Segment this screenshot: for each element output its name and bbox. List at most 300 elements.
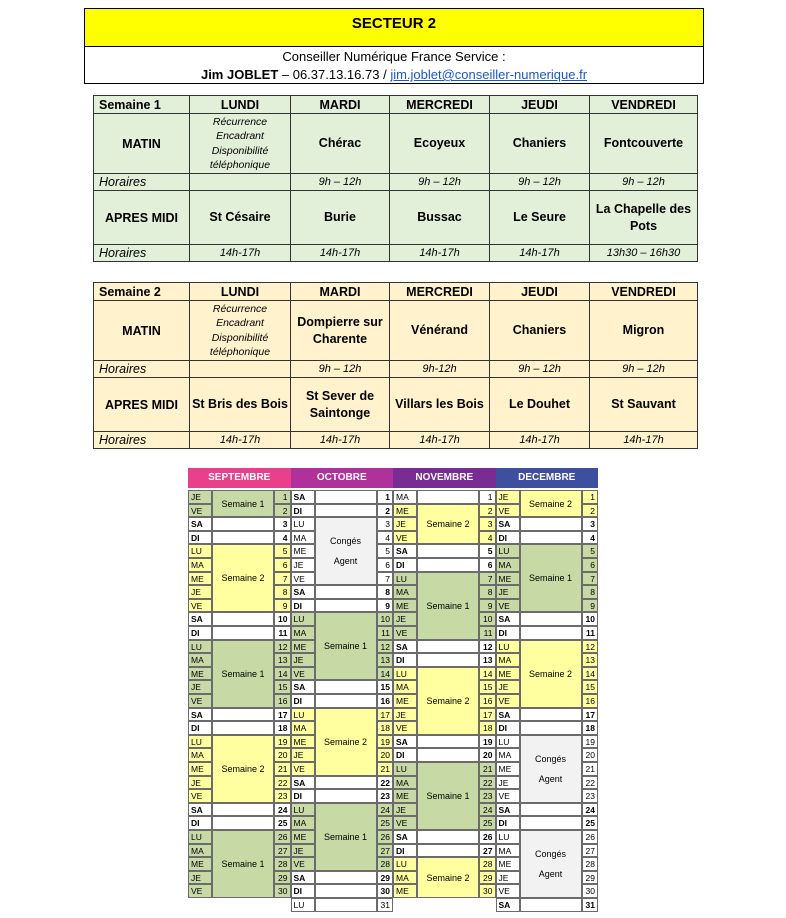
calendar-day-number: 4 bbox=[274, 531, 291, 545]
calendar-day-number: 7 bbox=[582, 572, 599, 586]
calendar-day-abbr: SA bbox=[188, 517, 212, 531]
am-label: APRES MIDI bbox=[94, 378, 190, 432]
calendar-day-number: 7 bbox=[377, 572, 394, 586]
calendar-day-number: 14 bbox=[582, 667, 599, 681]
calendar-blank bbox=[520, 721, 582, 735]
advisor-contact bbox=[85, 66, 703, 84]
calendar-day-number: 9 bbox=[479, 599, 496, 613]
calendar-blank bbox=[417, 830, 479, 844]
calendar-day-abbr: DI bbox=[291, 694, 315, 708]
calendar-day-abbr: DI bbox=[393, 748, 417, 762]
matin-location: Dompierre sur Charente bbox=[291, 301, 390, 361]
calendar-day-abbr: DI bbox=[393, 558, 417, 572]
week-block-semaine1: Semaine 1 bbox=[212, 830, 274, 898]
calendar-day-number: 24 bbox=[582, 803, 599, 817]
calendar-day-number: 8 bbox=[479, 585, 496, 599]
calendar-day-abbr: LU bbox=[496, 640, 520, 654]
calendar-day-number: 27 bbox=[274, 844, 291, 858]
calendar-day-abbr: JE bbox=[496, 680, 520, 694]
calendar-day-number: 10 bbox=[274, 612, 291, 626]
calendar-day-number: 26 bbox=[274, 830, 291, 844]
calendar-day-number: 27 bbox=[479, 844, 496, 858]
calendar-day-number: 10 bbox=[377, 612, 394, 626]
week2-schedule bbox=[93, 282, 698, 449]
matin-hours: 9h – 12h bbox=[590, 174, 698, 191]
calendar-day-number: 29 bbox=[479, 871, 496, 885]
calendar-day-number: 7 bbox=[274, 572, 291, 586]
calendar-blank bbox=[417, 490, 479, 504]
calendar-blank bbox=[315, 789, 377, 803]
am-location: St Bris des Bois bbox=[190, 378, 291, 432]
calendar-blank bbox=[212, 626, 274, 640]
day-header: MARDI bbox=[291, 96, 390, 114]
am-location: Le Douhet bbox=[490, 378, 590, 432]
calendar-day-number: 22 bbox=[274, 776, 291, 790]
calendar-day-number: 21 bbox=[274, 762, 291, 776]
calendar-day-number: 16 bbox=[274, 694, 291, 708]
calendar-day-abbr: DI bbox=[496, 626, 520, 640]
month-header: NOVEMBRE bbox=[393, 468, 496, 488]
calendar-day-number: 19 bbox=[274, 735, 291, 749]
calendar-day-number: 29 bbox=[582, 871, 599, 885]
calendar-blank bbox=[315, 599, 377, 613]
calendar-day-abbr: SA bbox=[291, 585, 315, 599]
advisor-name: Jim JOBLET bbox=[200, 67, 279, 82]
calendar-day-abbr: VE bbox=[291, 857, 315, 871]
month-header: SEPTEMBRE bbox=[188, 468, 291, 488]
calendar-day-number: 23 bbox=[582, 789, 599, 803]
calendar-day-number: 14 bbox=[479, 667, 496, 681]
calendar-day-number: 21 bbox=[377, 762, 394, 776]
day-header: JEUDI bbox=[490, 283, 590, 301]
calendar-day-number: 27 bbox=[582, 844, 599, 858]
calendar-day-abbr: VE bbox=[496, 504, 520, 518]
calendar-day-abbr: MA bbox=[291, 531, 315, 545]
calendar-blank bbox=[315, 871, 377, 885]
calendar-day-number: 2 bbox=[479, 504, 496, 518]
calendar-day-number: 17 bbox=[377, 708, 394, 722]
calendar-day-number: 2 bbox=[582, 504, 599, 518]
calendar-day-abbr: VE bbox=[496, 599, 520, 613]
matin-hours: 9h-12h bbox=[390, 361, 490, 378]
calendar-day-abbr: ME bbox=[496, 572, 520, 586]
calendar-day-number: 1 bbox=[274, 490, 291, 504]
am-hours: 14h-17h bbox=[590, 432, 698, 449]
calendar-blank bbox=[212, 708, 274, 722]
calendar-day-abbr: ME bbox=[393, 789, 417, 803]
week-block-semaine2: Semaine 2 bbox=[417, 667, 479, 735]
calendar-day-abbr: SA bbox=[188, 708, 212, 722]
calendar-day-number: 2 bbox=[377, 504, 394, 518]
calendar-day-abbr: JE bbox=[393, 612, 417, 626]
am-location: St Sever de Saintonge bbox=[291, 378, 390, 432]
calendar-day-number: 2 bbox=[274, 504, 291, 518]
calendar-day-abbr: DI bbox=[496, 721, 520, 735]
am-location: Le Seure bbox=[490, 191, 590, 245]
calendar-day-number: 24 bbox=[274, 803, 291, 817]
calendar-day-number: 15 bbox=[582, 680, 599, 694]
matin-location: Chaniers bbox=[490, 301, 590, 361]
calendar-day-number: 15 bbox=[479, 680, 496, 694]
calendar-day-number: 10 bbox=[479, 612, 496, 626]
horaires-label: Horaires bbox=[94, 174, 190, 191]
am-location: Bussac bbox=[390, 191, 490, 245]
advisor-phone: – 06.37.13.16.73 / bbox=[278, 67, 391, 82]
calendar-day-abbr: ME bbox=[496, 857, 520, 871]
calendar-day-abbr: ME bbox=[188, 762, 212, 776]
calendar-day-number: 13 bbox=[479, 653, 496, 667]
calendar-day-abbr: VE bbox=[291, 572, 315, 586]
calendar-day-abbr: SA bbox=[496, 517, 520, 531]
am-location: La Chapelle des Pots bbox=[590, 191, 698, 245]
calendar-day-number: 20 bbox=[479, 748, 496, 762]
calendar-day-abbr: LU bbox=[291, 898, 315, 912]
calendar-day-number: 19 bbox=[582, 735, 599, 749]
calendar-day-number: 4 bbox=[479, 531, 496, 545]
calendar-day-abbr: DI bbox=[188, 816, 212, 830]
week-label: Semaine 1 bbox=[94, 96, 190, 114]
calendar-day-number: 26 bbox=[479, 830, 496, 844]
calendar-day-number: 5 bbox=[377, 544, 394, 558]
matin-hours bbox=[190, 174, 291, 191]
calendar-day-number: 19 bbox=[377, 735, 394, 749]
matin-location: Fontcouverte bbox=[590, 114, 698, 174]
calendar-day-number: 13 bbox=[582, 653, 599, 667]
calendar-day-number: 6 bbox=[274, 558, 291, 572]
calendar-day-abbr: ME bbox=[188, 572, 212, 586]
calendar-day-abbr: JE bbox=[496, 871, 520, 885]
am-hours: 13h30 – 16h30 bbox=[590, 245, 698, 262]
calendar-day-number: 13 bbox=[274, 653, 291, 667]
calendar-day-abbr: MA bbox=[188, 844, 212, 858]
calendar-blank bbox=[520, 531, 582, 545]
day-header: MARDI bbox=[291, 283, 390, 301]
calendar-day-number: 9 bbox=[582, 599, 599, 613]
calendar-day-number: 22 bbox=[377, 776, 394, 790]
calendar-day-abbr: VE bbox=[496, 694, 520, 708]
calendar-day-number: 1 bbox=[377, 490, 394, 504]
calendar-day-number: 6 bbox=[479, 558, 496, 572]
calendar-blank bbox=[520, 803, 582, 817]
week-block-semaine1: Semaine 1 bbox=[417, 572, 479, 640]
am-location: St Sauvant bbox=[590, 378, 698, 432]
calendar-day-number: 11 bbox=[479, 626, 496, 640]
calendar-day-number: 24 bbox=[479, 803, 496, 817]
calendar-day-number: 4 bbox=[377, 531, 394, 545]
conges-agent-block bbox=[520, 830, 582, 898]
calendar-day-abbr: LU bbox=[291, 517, 315, 531]
calendar-blank bbox=[315, 504, 377, 518]
calendar-day-number: 9 bbox=[274, 599, 291, 613]
calendar-day-abbr: SA bbox=[393, 830, 417, 844]
am-hours: 14h-17h bbox=[390, 245, 490, 262]
calendar-blank bbox=[520, 708, 582, 722]
calendar-blank bbox=[212, 721, 274, 735]
calendar-blank bbox=[417, 640, 479, 654]
am-hours: 14h-17h bbox=[390, 432, 490, 449]
week-block-semaine1: Semaine 1 bbox=[315, 612, 377, 680]
conges-label: Congés bbox=[534, 849, 567, 859]
horaires-label: Horaires bbox=[94, 432, 190, 449]
calendar-day-abbr: VE bbox=[496, 789, 520, 803]
calendar-day-abbr: DI bbox=[393, 844, 417, 858]
calendar-day-abbr: MA bbox=[393, 776, 417, 790]
calendar-day-number: 10 bbox=[582, 612, 599, 626]
matin-hours: 9h – 12h bbox=[490, 361, 590, 378]
conges-label: Congés bbox=[329, 536, 362, 547]
sector-title: SECTEUR 2 bbox=[85, 9, 703, 47]
calendar-day-abbr: MA bbox=[496, 653, 520, 667]
calendar-day-abbr: MA bbox=[393, 871, 417, 885]
calendar-day-abbr: LU bbox=[496, 830, 520, 844]
conges-label: Agent bbox=[333, 556, 358, 567]
calendar-day-number: 3 bbox=[377, 517, 394, 531]
day-header: LUNDI bbox=[190, 283, 291, 301]
calendar-day-abbr: DI bbox=[188, 531, 212, 545]
calendar-day-abbr: JE bbox=[188, 871, 212, 885]
calendar-day-abbr: MA bbox=[496, 748, 520, 762]
calendar-day-number: 3 bbox=[582, 517, 599, 531]
calendar-day-number: 5 bbox=[582, 544, 599, 558]
matin-hours: 9h – 12h bbox=[590, 361, 698, 378]
calendar-day-abbr: LU bbox=[188, 735, 212, 749]
calendar-day-number: 26 bbox=[377, 830, 394, 844]
calendar-day-abbr: DI bbox=[291, 599, 315, 613]
calendar-day-abbr: VE bbox=[496, 884, 520, 898]
calendar-day-abbr: LU bbox=[291, 803, 315, 817]
calendar-day-abbr: LU bbox=[188, 544, 212, 558]
day-header: JEUDI bbox=[490, 96, 590, 114]
calendar-day-abbr: MA bbox=[188, 748, 212, 762]
calendar-day-abbr: SA bbox=[393, 735, 417, 749]
calendar-day-abbr: LU bbox=[291, 708, 315, 722]
calendar-blank bbox=[212, 816, 274, 830]
calendar-day-abbr: LU bbox=[188, 640, 212, 654]
am-hours: 14h-17h bbox=[190, 245, 291, 262]
calendar-day-abbr: VE bbox=[393, 721, 417, 735]
calendar-day-abbr: VE bbox=[188, 504, 212, 518]
week-block-semaine1: Semaine 1 bbox=[212, 490, 274, 517]
day-header: VENDREDI bbox=[590, 96, 698, 114]
calendar-day-abbr: ME bbox=[393, 599, 417, 613]
calendar-day-number: 30 bbox=[582, 884, 599, 898]
calendar-blank bbox=[315, 884, 377, 898]
matin-location: Ecoyeux bbox=[390, 114, 490, 174]
calendar-day-abbr: MA bbox=[188, 653, 212, 667]
calendar-blank bbox=[520, 612, 582, 626]
am-hours: 14h-17h bbox=[490, 245, 590, 262]
calendar-day-number: 26 bbox=[582, 830, 599, 844]
calendar-day-abbr: MA bbox=[188, 558, 212, 572]
matin-note: Récurrence Encadrant Disponibilité téléphonique bbox=[190, 114, 291, 174]
calendar-day-number: 11 bbox=[582, 626, 599, 640]
calendar-day-number: 6 bbox=[377, 558, 394, 572]
calendar-day-abbr: DI bbox=[496, 531, 520, 545]
matin-location: Migron bbox=[590, 301, 698, 361]
advisor-role: Conseiller Numérique France Service : bbox=[282, 49, 506, 64]
calendar-day-abbr: ME bbox=[188, 667, 212, 681]
calendar-day-number: 7 bbox=[479, 572, 496, 586]
matin-hours: 9h – 12h bbox=[291, 174, 390, 191]
calendar-day-number: 11 bbox=[274, 626, 291, 640]
calendar-day-abbr: LU bbox=[393, 762, 417, 776]
matin-hours: 9h – 12h bbox=[390, 174, 490, 191]
day-header: MERCREDI bbox=[390, 96, 490, 114]
calendar-day-abbr: DI bbox=[393, 653, 417, 667]
calendar-day-abbr: JE bbox=[496, 490, 520, 504]
horaires-label: Horaires bbox=[94, 245, 190, 262]
calendar-day-number: 14 bbox=[274, 667, 291, 681]
calendar-day-number: 5 bbox=[274, 544, 291, 558]
week-block-semaine2: Semaine 2 bbox=[212, 735, 274, 803]
calendar-day-abbr: MA bbox=[496, 844, 520, 858]
week1-schedule bbox=[93, 95, 698, 262]
calendar-day-abbr: DI bbox=[188, 626, 212, 640]
calendar-day-abbr: MA bbox=[393, 585, 417, 599]
conges-label: Agent bbox=[538, 869, 563, 879]
rotation-calendar bbox=[188, 468, 598, 917]
matin-hours: 9h – 12h bbox=[291, 361, 390, 378]
calendar-day-number: 18 bbox=[377, 721, 394, 735]
am-hours: 14h-17h bbox=[190, 432, 291, 449]
calendar-day-abbr: SA bbox=[291, 776, 315, 790]
calendar-day-abbr: DI bbox=[291, 884, 315, 898]
matin-hours bbox=[190, 361, 291, 378]
calendar-day-number: 23 bbox=[274, 789, 291, 803]
calendar-day-abbr: JE bbox=[393, 803, 417, 817]
calendar-day-number: 16 bbox=[582, 694, 599, 708]
calendar-day-abbr: LU bbox=[393, 572, 417, 586]
calendar-day-abbr: SA bbox=[291, 680, 315, 694]
calendar-day-abbr: MA bbox=[291, 721, 315, 735]
am-location: St Césaire bbox=[190, 191, 291, 245]
calendar-day-number: 31 bbox=[582, 898, 599, 912]
calendar-day-number: 27 bbox=[377, 844, 394, 858]
calendar-day-abbr: JE bbox=[188, 585, 212, 599]
calendar-day-abbr: JE bbox=[393, 517, 417, 531]
calendar-day-abbr: DI bbox=[291, 789, 315, 803]
calendar-day-abbr: ME bbox=[291, 735, 315, 749]
calendar-day-number: 13 bbox=[377, 653, 394, 667]
calendar-day-number: 17 bbox=[582, 708, 599, 722]
calendar-day-abbr: LU bbox=[188, 830, 212, 844]
calendar-day-number: 25 bbox=[274, 816, 291, 830]
calendar-day-abbr: SA bbox=[291, 871, 315, 885]
calendar-day-number: 18 bbox=[274, 721, 291, 735]
calendar-day-number: 28 bbox=[377, 857, 394, 871]
calendar-day-number: 3 bbox=[479, 517, 496, 531]
calendar-day-number: 28 bbox=[479, 857, 496, 871]
calendar-blank bbox=[212, 517, 274, 531]
calendar-blank bbox=[520, 898, 582, 912]
calendar-day-number: 22 bbox=[479, 776, 496, 790]
matin-note: Récurrence Encadrant Disponibilité téléphonique bbox=[190, 301, 291, 361]
calendar-day-abbr: JE bbox=[393, 708, 417, 722]
calendar-day-number: 12 bbox=[377, 640, 394, 654]
calendar-day-number: 16 bbox=[479, 694, 496, 708]
day-header: VENDREDI bbox=[590, 283, 698, 301]
calendar-day-number: 20 bbox=[274, 748, 291, 762]
calendar-day-abbr: VE bbox=[393, 626, 417, 640]
calendar-day-number: 17 bbox=[274, 708, 291, 722]
horaires-label: Horaires bbox=[94, 361, 190, 378]
calendar-blank bbox=[315, 585, 377, 599]
calendar-day-number: 11 bbox=[377, 626, 394, 640]
am-label: APRES MIDI bbox=[94, 191, 190, 245]
calendar-blank bbox=[417, 748, 479, 762]
calendar-day-number: 6 bbox=[582, 558, 599, 572]
calendar-day-abbr: ME bbox=[291, 640, 315, 654]
calendar-blank bbox=[212, 612, 274, 626]
calendar-day-number: 14 bbox=[377, 667, 394, 681]
matin-location: Chaniers bbox=[490, 114, 590, 174]
calendar-day-number: 31 bbox=[377, 898, 394, 912]
calendar-day-abbr: ME bbox=[188, 857, 212, 871]
calendar-day-abbr: MA bbox=[291, 626, 315, 640]
conges-agent-block bbox=[315, 517, 377, 585]
matin-label: MATIN bbox=[94, 114, 190, 174]
calendar-blank bbox=[212, 803, 274, 817]
calendar-day-number: 30 bbox=[274, 884, 291, 898]
calendar-day-number: 30 bbox=[479, 884, 496, 898]
calendar-day-abbr: VE bbox=[291, 667, 315, 681]
week-block-semaine2: Semaine 2 bbox=[315, 708, 377, 776]
calendar-day-abbr: ME bbox=[496, 667, 520, 681]
calendar-day-abbr: MA bbox=[496, 558, 520, 572]
day-header: LUNDI bbox=[190, 96, 291, 114]
calendar-blank bbox=[417, 844, 479, 858]
calendar-day-number: 20 bbox=[377, 748, 394, 762]
calendar-day-abbr: LU bbox=[393, 667, 417, 681]
calendar-blank bbox=[315, 898, 377, 912]
calendar-day-abbr: SA bbox=[188, 612, 212, 626]
calendar-day-number: 28 bbox=[274, 857, 291, 871]
calendar-blank bbox=[520, 626, 582, 640]
month-header: OCTOBRE bbox=[291, 468, 394, 488]
calendar-day-abbr: JE bbox=[188, 776, 212, 790]
calendar-day-abbr: ME bbox=[496, 762, 520, 776]
am-location: Villars les Bois bbox=[390, 378, 490, 432]
calendar-day-abbr: VE bbox=[188, 694, 212, 708]
week-block-semaine2: Semaine 2 bbox=[520, 640, 582, 708]
calendar-day-abbr: JE bbox=[291, 558, 315, 572]
week-block-semaine2: Semaine 2 bbox=[520, 490, 582, 517]
calendar-day-abbr: ME bbox=[393, 504, 417, 518]
calendar-day-number: 29 bbox=[377, 871, 394, 885]
calendar-day-abbr: MA bbox=[393, 680, 417, 694]
calendar-day-abbr: VE bbox=[188, 599, 212, 613]
calendar-day-abbr: VE bbox=[291, 762, 315, 776]
advisor-email-link[interactable]: jim.joblet@conseiller-numerique.fr bbox=[390, 67, 588, 82]
am-hours: 14h-17h bbox=[291, 432, 390, 449]
am-location: Burie bbox=[291, 191, 390, 245]
calendar-day-abbr: MA bbox=[393, 490, 417, 504]
calendar-day-number: 8 bbox=[274, 585, 291, 599]
calendar-day-number: 25 bbox=[377, 816, 394, 830]
week-block-semaine2: Semaine 2 bbox=[417, 857, 479, 898]
matin-label: MATIN bbox=[94, 301, 190, 361]
calendar-day-abbr: SA bbox=[393, 640, 417, 654]
calendar-day-number: 19 bbox=[479, 735, 496, 749]
week-block-semaine2: Semaine 2 bbox=[417, 504, 479, 545]
calendar-blank bbox=[212, 531, 274, 545]
calendar-day-number: 4 bbox=[582, 531, 599, 545]
calendar-day-abbr: SA bbox=[496, 898, 520, 912]
calendar-day-number: 17 bbox=[479, 708, 496, 722]
week-block-semaine1: Semaine 1 bbox=[417, 762, 479, 830]
calendar-day-number: 18 bbox=[582, 721, 599, 735]
calendar-day-number: 18 bbox=[479, 721, 496, 735]
